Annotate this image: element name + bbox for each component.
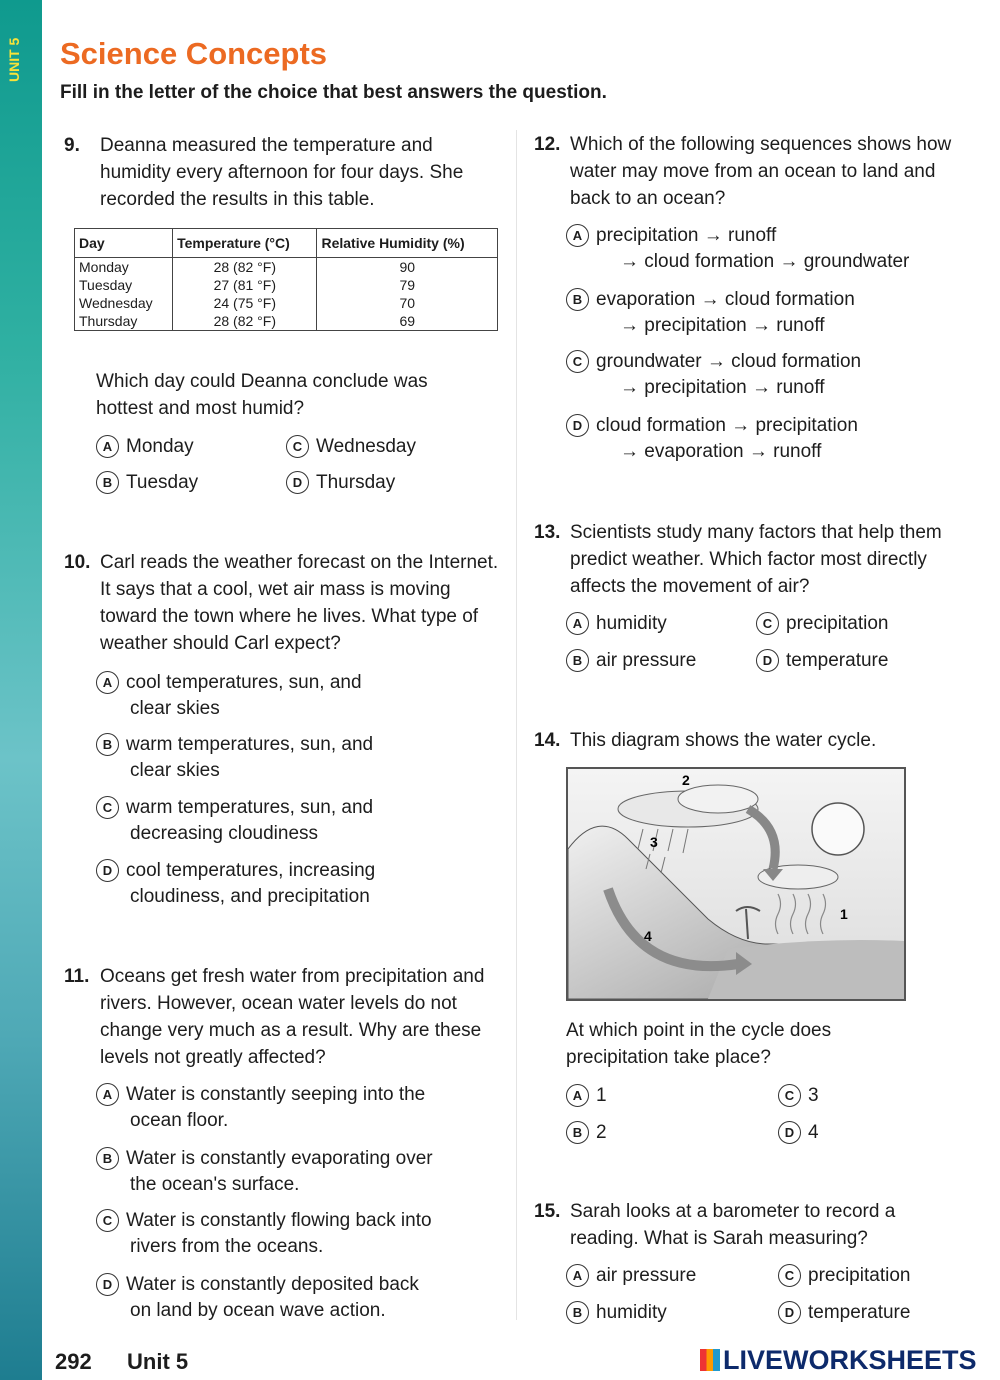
question-9-prompt: Which day could Deanna conclude was hottest and most humid? (96, 371, 428, 419)
question-number: 11. (64, 966, 90, 987)
cell-humidity: 69 (317, 312, 498, 331)
q13-option-c[interactable]: C precipitation (756, 611, 888, 637)
cell-temp: 28 (82 °F) (173, 312, 317, 331)
q11-option-d[interactable]: D Water is constantly deposited back on land by ocean wave action. (96, 1272, 419, 1324)
question-13 (534, 519, 964, 600)
water-cycle-illustration (568, 769, 904, 999)
question-number: 15. (534, 1201, 561, 1222)
q14-option-b[interactable]: B 2 (566, 1120, 607, 1146)
question-number: 14. (534, 730, 561, 751)
question-stem: Sarah looks at a barometer to record a reading. What is Sarah measuring? (570, 1201, 896, 1249)
question-number: 13. (534, 522, 561, 543)
bubble-a[interactable]: A (96, 435, 119, 458)
q10-option-d[interactable]: D cool temperatures, increasing cloudiness, and precipitation (96, 858, 375, 910)
q11-option-b[interactable]: B Water is constantly evaporating over the ocean's surface. (96, 1146, 433, 1198)
bubble-d[interactable]: D (566, 414, 589, 437)
question-14 (534, 727, 954, 754)
bubble-c[interactable]: C (96, 1209, 119, 1232)
bubble-d[interactable]: D (96, 1273, 119, 1296)
cell-temp: 24 (75 °F) (173, 294, 317, 312)
bubble-a[interactable]: A (566, 612, 589, 635)
question-15 (534, 1198, 954, 1252)
bubble-a[interactable]: A (566, 1264, 589, 1287)
q15-option-d[interactable]: D temperature (778, 1300, 910, 1326)
cell-temp: 28 (82 °F) (173, 258, 317, 277)
liveworksheets-icon (700, 1349, 720, 1371)
question-stem: Carl reads the weather forecast on the Internet. It says that a cool, wet air mass is moving toward the town where he lives. What type of weather should Carl expect? (100, 552, 499, 654)
bubble-d[interactable]: D (756, 649, 779, 672)
bubble-c[interactable]: C (566, 350, 589, 373)
q9-option-d[interactable]: D Thursday (286, 470, 395, 496)
water-cycle-diagram (566, 767, 906, 1001)
page-title: Science Concepts (60, 36, 328, 71)
question-11 (64, 963, 504, 1071)
question-stem: Which of the following sequences shows how water may move from an ocean to land and back to an ocean? (570, 134, 952, 209)
bubble-b[interactable]: B (566, 288, 589, 311)
q9-option-a[interactable]: A Monday (96, 434, 194, 460)
q9-option-b[interactable]: B Tuesday (96, 470, 198, 496)
brand-text: LIVEWORKSHEETS (723, 1345, 977, 1375)
bubble-b[interactable]: B (96, 1147, 119, 1170)
question-number: 9. (64, 135, 80, 156)
cell-day: Monday (75, 258, 173, 277)
q13-option-d[interactable]: D temperature (756, 648, 888, 674)
table-row (75, 294, 498, 312)
bubble-b[interactable]: B (566, 1301, 589, 1324)
table-row (75, 312, 498, 331)
bubble-a[interactable]: A (566, 224, 589, 247)
bubble-b[interactable]: B (96, 733, 119, 756)
question-10 (64, 549, 504, 657)
table-header-row (75, 229, 498, 258)
q10-option-c[interactable]: C warm temperatures, sun, and decreasing cloudiness (96, 795, 373, 847)
table-row (75, 258, 498, 277)
question-number: 10. (64, 552, 91, 573)
q12-option-d[interactable]: D cloud formation → precipitation → evaporation → runoff (566, 413, 858, 465)
bubble-a[interactable]: A (566, 1084, 589, 1107)
q9-option-c[interactable]: C Wednesday (286, 434, 416, 460)
question-stem: This diagram shows the water cycle. (570, 730, 877, 751)
liveworksheets-logo (700, 1345, 977, 1376)
column-divider (516, 130, 517, 1320)
table-row (75, 276, 498, 294)
cell-day: Tuesday (75, 276, 173, 294)
q15-option-c[interactable]: C precipitation (778, 1263, 910, 1289)
question-12 (534, 131, 954, 212)
q11-option-c[interactable]: C Water is constantly flowing back into rivers from the oceans. (96, 1208, 432, 1260)
question-14-prompt: At which point in the cycle does precipitation take place? (566, 1020, 832, 1068)
q12-option-b[interactable]: B evaporation → cloud formation → precipitation → runoff (566, 287, 855, 339)
cell-humidity: 90 (317, 258, 498, 277)
q14-option-c[interactable]: C 3 (778, 1083, 819, 1109)
header-day: Day (75, 229, 173, 258)
cell-day: Wednesday (75, 294, 173, 312)
q11-option-a[interactable]: A Water is constantly seeping into the ocean floor. (96, 1082, 425, 1134)
bubble-b[interactable]: B (566, 1121, 589, 1144)
q13-option-b[interactable]: B air pressure (566, 648, 696, 674)
bubble-d[interactable]: D (778, 1121, 801, 1144)
q14-option-d[interactable]: D 4 (778, 1120, 819, 1146)
footer-unit: Unit 5 (127, 1349, 189, 1374)
bubble-a[interactable]: A (96, 1083, 119, 1106)
q14-option-a[interactable]: A 1 (566, 1083, 607, 1109)
diagram-label-1: 1 (840, 906, 848, 922)
bubble-c[interactable]: C (96, 796, 119, 819)
cell-temp: 27 (81 °F) (173, 276, 317, 294)
bubble-d[interactable]: D (778, 1301, 801, 1324)
bubble-b[interactable]: B (96, 471, 119, 494)
header-humidity: Relative Humidity (%) (317, 229, 498, 258)
question-9 (64, 132, 484, 213)
bubble-b[interactable]: B (566, 649, 589, 672)
side-strip (0, 0, 42, 1380)
question-stem: Deanna measured the temperature and humidity every afternoon for four days. She recorded the results in this table. (100, 135, 464, 210)
q10-option-a[interactable]: A cool temperatures, sun, and clear skies (96, 670, 362, 722)
instructions: Fill in the letter of the choice that best answers the question. (60, 82, 607, 103)
header-temperature: Temperature (°C) (173, 229, 317, 258)
diagram-label-2: 2 (682, 772, 690, 788)
q12-option-c[interactable]: C groundwater → cloud formation → precipitation → runoff (566, 349, 861, 401)
q15-option-a[interactable]: A air pressure (566, 1263, 696, 1289)
cell-humidity: 79 (317, 276, 498, 294)
q12-option-a[interactable]: A precipitation → runoff → cloud formation → groundwater (566, 223, 909, 275)
q15-option-b[interactable]: B humidity (566, 1300, 667, 1326)
bubble-c[interactable]: C (756, 612, 779, 635)
question-stem: Oceans get fresh water from precipitation and rivers. However, ocean water levels do not change very much as a result. Why are these levels not greatly affected? (100, 966, 485, 1068)
weather-table (74, 228, 498, 331)
question-number: 12. (534, 134, 561, 155)
unit-tab: UNIT 5 (6, 37, 22, 83)
question-stem: Scientists study many factors that help them predict weather. Which factor most directly affects the movement of air? (570, 522, 942, 597)
diagram-label-4: 4 (644, 928, 652, 944)
bubble-c[interactable]: C (778, 1264, 801, 1287)
diagram-label-3: 3 (650, 834, 658, 850)
cell-humidity: 70 (317, 294, 498, 312)
q13-option-a[interactable]: A humidity (566, 611, 667, 637)
bubble-d[interactable]: D (286, 471, 309, 494)
bubble-c[interactable]: C (286, 435, 309, 458)
q10-option-b[interactable]: B warm temperatures, sun, and clear skies (96, 732, 373, 784)
page-number: 292 (55, 1349, 92, 1374)
cell-day: Thursday (75, 312, 173, 331)
bubble-d[interactable]: D (96, 859, 119, 882)
bubble-c[interactable]: C (778, 1084, 801, 1107)
bubble-a[interactable]: A (96, 671, 119, 694)
